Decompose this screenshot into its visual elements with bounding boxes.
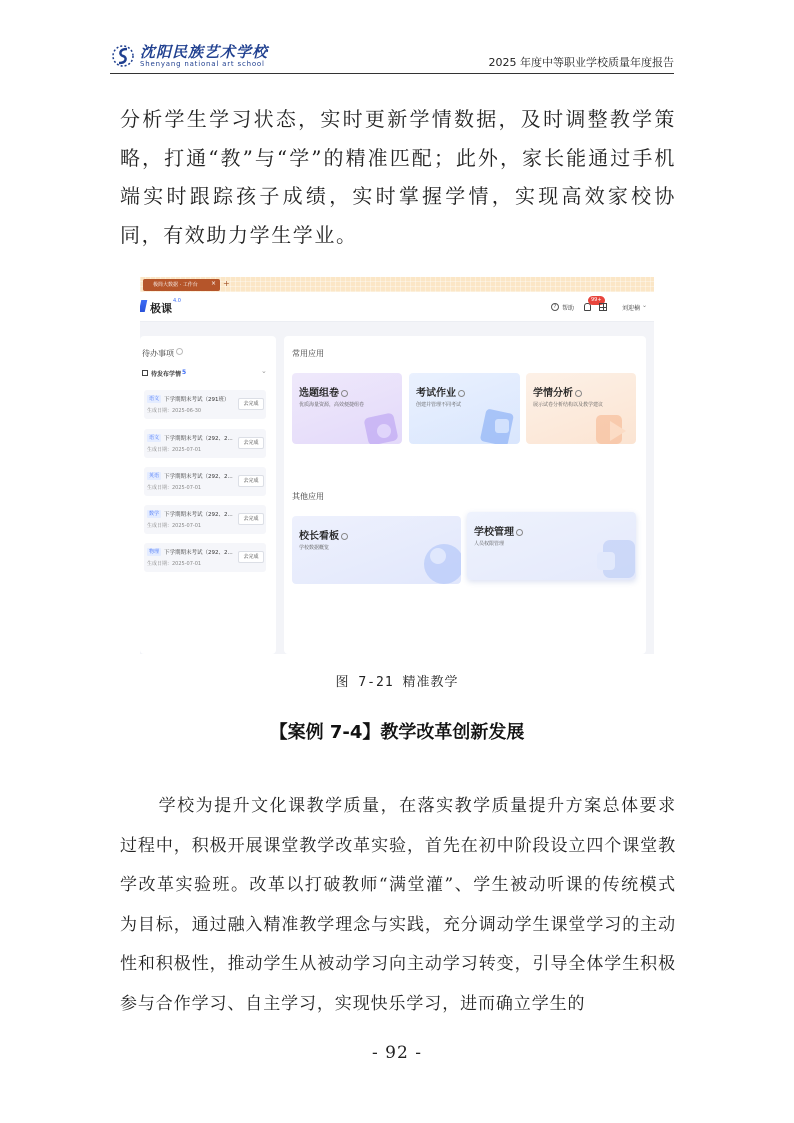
body-paragraph-bottom: [120, 787, 676, 1024]
card-title: 考试作业: [416, 384, 465, 399]
generation-date: 生成日期：2025-06-30: [147, 408, 202, 414]
complete-button[interactable]: 去完成: [238, 437, 264, 449]
app-name: 极课: [150, 302, 172, 315]
complete-button[interactable]: 去完成: [238, 551, 264, 563]
generation-date: 生成日期：2025-07-01: [147, 447, 202, 453]
common-apps-title: 常用应用: [292, 349, 324, 358]
notification-badge: 99+: [588, 296, 605, 305]
todo-item: [144, 390, 266, 419]
card-title: 学校管理: [474, 523, 523, 538]
card-description: 创建并管理不同考试: [416, 402, 462, 408]
app-bar: [140, 292, 654, 322]
figure-caption: 图 7-21 精准教学: [335, 675, 459, 690]
info-icon: [575, 390, 582, 397]
pending-label[interactable]: 待发布学情: [151, 371, 182, 378]
card-description: 展示试卷分析结构以及教学建议: [533, 402, 604, 408]
complete-button[interactable]: 去完成: [238, 475, 264, 487]
report-title: 2025 年度中等职业学校质量年度报告: [488, 56, 674, 69]
app-card-exam-homework[interactable]: [409, 373, 520, 444]
help-icon[interactable]: ?: [551, 303, 559, 311]
info-icon: [516, 529, 523, 536]
exam-name: 下学期期末考试（291班）: [164, 397, 230, 403]
subject-tag: 英语: [149, 473, 160, 479]
body-paragraph-bottom-text: 学校为提升文化课教学质量，在落实教学质量提升方案总体要求过程中，积极开展课堂教学改革实验，首先在初中阶段设立四个课堂教学改革实验班。改革以打破教师“满堂灌”、学生被动听课的传统模式为目标，通过融入精准教学理念与实践，充分调动学生课堂学习的主动性和积极性，推动学生从被动学习向主动学习转变，引导全体学生积极参与合作学习、自主学习，实现快乐学习，进而确立学生的: [120, 796, 676, 1014]
body-paragraph-top: 分析学生学习状态，实时更新学情数据，及时调整教学策略，打通“教”与“学”的精准匹配；此外，家长能通过手机端实时跟踪孩子成绩，实时掌握学情，实现高效家校协同，有效助力学生学业。: [120, 107, 676, 247]
card-title: 学情分析: [533, 384, 582, 399]
page-number: - 92 -: [372, 1043, 422, 1063]
generation-date: 生成日期：2025-07-01: [147, 485, 202, 491]
app-card-learning-analysis[interactable]: [526, 373, 636, 444]
subject-tag: 语文: [149, 435, 160, 441]
complete-button[interactable]: 去完成: [238, 398, 264, 410]
app-logo-icon: [140, 300, 147, 312]
todo-item: [144, 543, 266, 572]
pending-list-icon: [142, 370, 148, 376]
card-title: 校长看板: [299, 527, 348, 542]
subject-tag: 语文: [149, 396, 160, 402]
todo-title: 待办事项: [142, 349, 174, 358]
grid-icon[interactable]: [599, 303, 607, 311]
info-icon: [176, 348, 183, 355]
exam-name: 下学期期末考试（292、2...: [164, 512, 233, 518]
card-description: 优质海量资源，高效便捷组卷: [299, 402, 365, 408]
complete-button[interactable]: 去完成: [238, 513, 264, 525]
school-name-en: Shenyang national art school: [140, 60, 265, 68]
app-card-principal-board[interactable]: [292, 516, 461, 584]
info-icon: [341, 390, 348, 397]
document-icon: [475, 403, 519, 444]
info-icon: [458, 390, 465, 397]
user-name[interactable]: 刘迎楠: [622, 305, 641, 312]
new-tab-icon[interactable]: +: [223, 279, 230, 288]
browser-tabbar: [140, 277, 654, 292]
apps-panel: [284, 336, 646, 654]
generation-date: 生成日期：2025-07-01: [147, 523, 202, 529]
exam-name: 下学期期末考试（292、2...: [164, 436, 233, 442]
app-version: 4.0: [173, 298, 181, 304]
other-apps-title: 其他应用: [292, 492, 324, 501]
close-icon[interactable]: ×: [210, 280, 216, 287]
info-icon: [341, 533, 348, 540]
browser-tab-label: 极简大数据 · 工作台: [153, 282, 198, 288]
book-icon: [362, 411, 402, 444]
folder-icon: [595, 530, 636, 580]
subject-tag: 物理: [149, 549, 160, 555]
todo-item: [144, 467, 266, 496]
todo-item: [144, 429, 266, 458]
globe-icon: [420, 534, 461, 584]
case-title: 【案例 7-4】教学改革创新发展: [269, 722, 525, 743]
play-icon: [590, 407, 636, 444]
exam-name: 下学期期末考试（292、2...: [164, 550, 233, 556]
card-description: 学校数据概览: [299, 545, 330, 551]
browser-tab[interactable]: [143, 279, 220, 291]
card-description: 人员权限管理: [474, 541, 505, 547]
chevron-down-icon[interactable]: ⌄: [642, 302, 648, 309]
pending-count: 5: [182, 369, 187, 376]
school-name: 沈阳民族艺术学校: [140, 43, 269, 61]
page-header: [110, 40, 674, 74]
figure-screenshot: [140, 277, 654, 654]
card-title: 选题组卷: [299, 384, 348, 399]
app-card-question-builder[interactable]: [292, 373, 402, 444]
todo-item: [144, 505, 266, 534]
subject-tag: 数学: [149, 511, 160, 517]
school-logo-icon: [110, 43, 136, 69]
todo-panel: [140, 336, 276, 654]
chevron-down-icon[interactable]: ⌄: [261, 367, 267, 375]
help-link[interactable]: 帮助: [562, 305, 575, 312]
exam-name: 下学期期末考试（292、2...: [164, 474, 233, 480]
app-card-school-management[interactable]: [467, 512, 636, 580]
generation-date: 生成日期：2025-07-01: [147, 561, 202, 567]
